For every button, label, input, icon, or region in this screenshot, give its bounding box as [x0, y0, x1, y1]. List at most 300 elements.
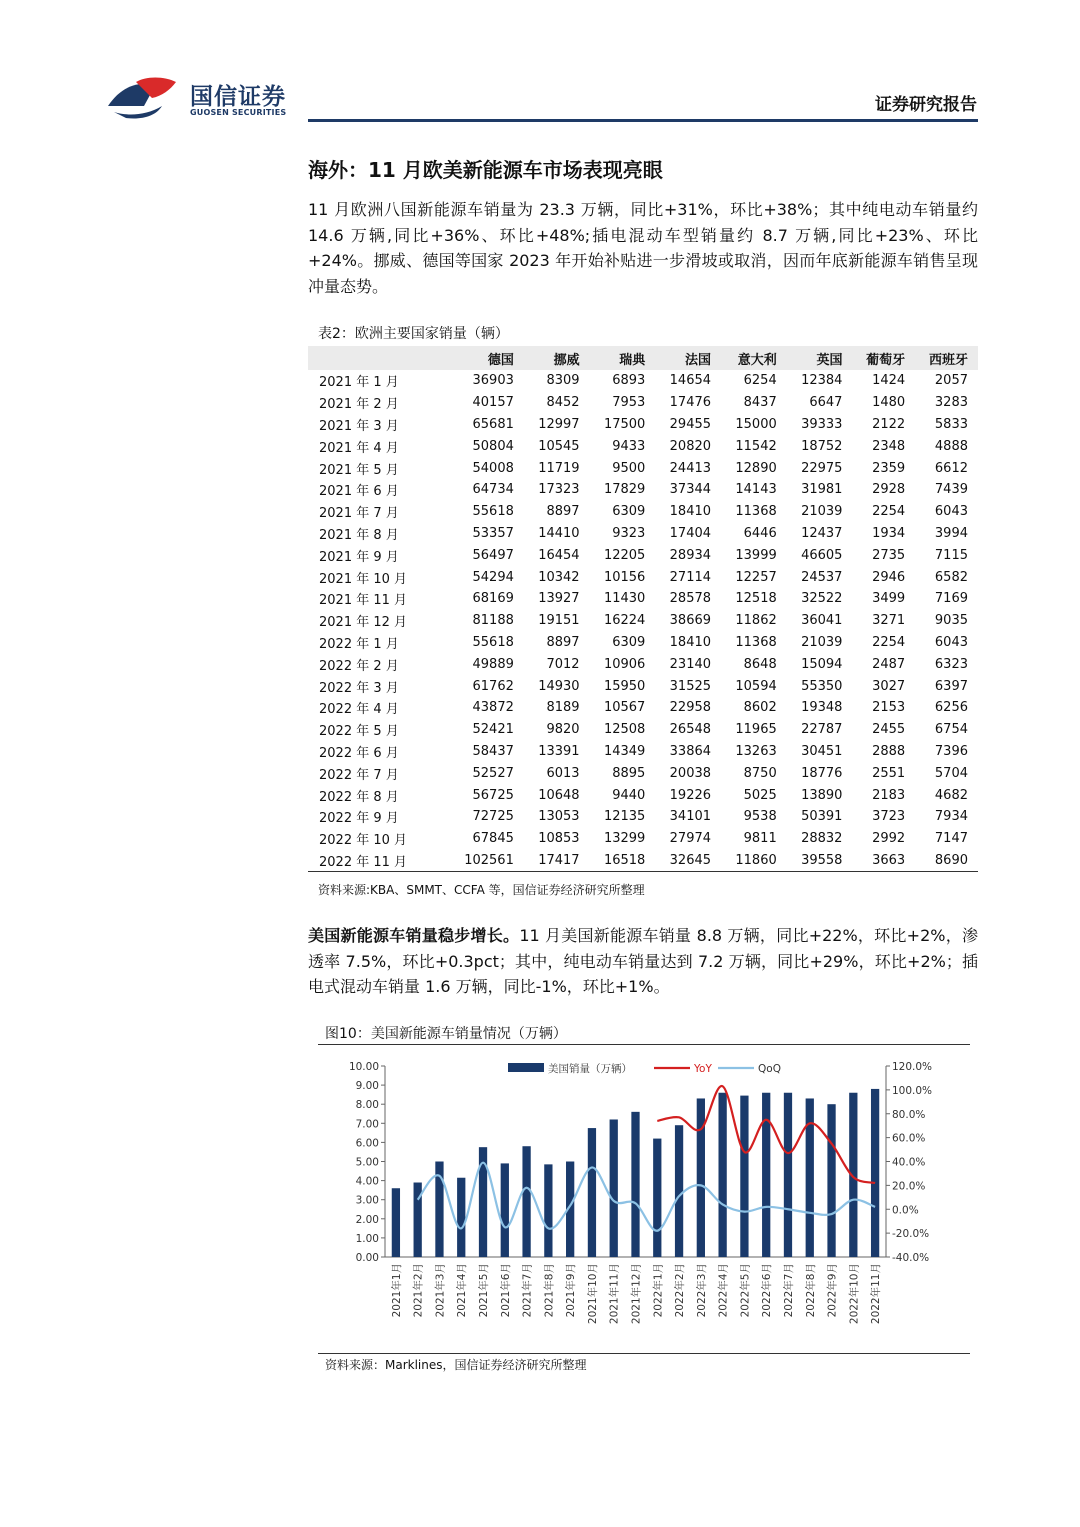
table-row: [308, 719, 978, 741]
table-cell: 9538: [743, 809, 777, 825]
table-cell: 17500: [603, 416, 646, 432]
table-cell: 49889: [472, 656, 514, 672]
left-axis-tick-label: 10.00: [348, 1061, 379, 1073]
table-cell: 36903: [472, 373, 514, 389]
figure-source-note: 资料来源：Marklines，国信证券经济研究所整理: [325, 1358, 587, 1372]
table-cell: 2359: [872, 460, 906, 476]
legend-label-qoq: QoQ: [758, 1063, 781, 1075]
left-axis-tick-label: 2.00: [355, 1213, 379, 1226]
table-cell: 10567: [603, 700, 646, 716]
table-cell: 8189: [546, 700, 580, 716]
row-month-label: 2021 年 3 月: [319, 418, 399, 434]
table-cell: 6893: [612, 373, 646, 389]
table-cell: 13999: [735, 547, 777, 563]
bar-us-sales: [718, 1093, 726, 1257]
table-cell: 6323: [934, 656, 968, 672]
table-header-cell: 葡萄牙: [852, 346, 915, 370]
table-cell: 55618: [472, 634, 514, 650]
row-month-label: 2022 年 8 月: [319, 789, 399, 805]
right-axis-tick-label: 120.0%: [892, 1061, 933, 1073]
table-cell: 29455: [669, 416, 712, 432]
left-axis-tick-label: 5.00: [355, 1156, 379, 1169]
x-axis-tick-label: 2021年7月: [521, 1263, 534, 1318]
table-cell: 23140: [669, 656, 712, 672]
row-month-label: 2022 年 1 月: [319, 636, 399, 652]
table-row: [308, 544, 978, 566]
table-cell: 7147: [934, 831, 968, 847]
table-cell: 38669: [669, 613, 712, 629]
table-cell: 17404: [669, 525, 712, 541]
x-axis-tick-label: 2021年10月: [586, 1263, 599, 1325]
table-cell: 10156: [603, 569, 646, 585]
table-cell: 24537: [801, 569, 843, 585]
table-cell: 13890: [801, 787, 843, 803]
right-axis-tick-label: 60.0%: [892, 1132, 926, 1145]
table-cell: 14654: [669, 373, 712, 389]
bar-us-sales: [762, 1093, 770, 1257]
table-cell: 27974: [669, 831, 712, 847]
table-cell: 2122: [872, 416, 906, 432]
table-cell: 18410: [669, 634, 712, 650]
table-cell: 1934: [872, 525, 906, 541]
table-cell: 7169: [934, 591, 968, 607]
bar-us-sales: [653, 1139, 661, 1257]
table-header-cell: 德国: [448, 346, 524, 370]
table-cell: 54008: [472, 460, 514, 476]
paragraph-usa-body: 11 月美国新能源车销量 8.8 万辆，同比+22%，环比+2%，渗透率 7.5%，环比+0.3pct；其中，纯电动车销量达到 7.2 万辆，同比+29%，环比+2%；插电式混动车销量 1.6 万辆，同比-1%，环比+1%。: [308, 926, 978, 996]
table-cell: 22787: [801, 722, 843, 738]
table-cell: 55618: [472, 504, 514, 520]
bar-us-sales: [675, 1125, 683, 1257]
table-cell: 43872: [472, 700, 514, 716]
table-cell: 67845: [472, 831, 514, 847]
row-month-label: 2021 年 5 月: [319, 462, 399, 478]
table-cell: 11860: [721, 850, 787, 872]
left-axis-tick-label: 6.00: [355, 1137, 379, 1150]
table-cell: 54294: [472, 569, 514, 585]
table-source-note: 资料来源:KBA、SMMT、CCFA 等，国信证券经济研究所整理: [318, 883, 645, 897]
table-cell: 2183: [872, 787, 906, 803]
table-cell: 56497: [472, 547, 514, 563]
table-cell: 21039: [801, 504, 843, 520]
table-cell: 8437: [743, 395, 777, 411]
right-axis-tick-label: 20.0%: [892, 1180, 926, 1193]
table-cell: 6309: [612, 634, 646, 650]
table-cell: 3994: [934, 525, 968, 541]
row-month-label: 2022 年 6 月: [319, 745, 399, 761]
table-row: [308, 697, 978, 719]
table-row: [308, 370, 978, 392]
left-axis-tick-label: 8.00: [355, 1099, 379, 1112]
table-cell: 65681: [472, 416, 514, 432]
table-cell: 20820: [669, 438, 712, 454]
table-cell: 11368: [735, 504, 777, 520]
left-axis-tick-label: 1.00: [355, 1232, 379, 1245]
x-axis-tick-label: 2021年6月: [499, 1263, 512, 1318]
table-cell: 15094: [801, 656, 843, 672]
table-row: [308, 784, 978, 806]
table-row: [308, 632, 978, 654]
table-row: [308, 479, 978, 501]
table-cell: 13299: [603, 831, 646, 847]
table-cell: 2888: [872, 743, 906, 759]
table-cell: 3027: [872, 678, 906, 694]
right-axis-tick-label: 100.0%: [892, 1084, 933, 1097]
x-axis-tick-label: 2021年11月: [608, 1263, 621, 1325]
table-cell: 17323: [538, 482, 580, 498]
table-cell: 3499: [872, 591, 906, 607]
table-cell: 16224: [603, 613, 646, 629]
table-cell: 17417: [524, 850, 590, 872]
table-cell: 11862: [735, 613, 777, 629]
bar-us-sales: [522, 1146, 530, 1257]
x-axis-tick-label: 2021年1月: [390, 1263, 403, 1318]
table-cell: 34101: [669, 809, 712, 825]
row-month-label: 2022 年 7 月: [319, 767, 399, 783]
table-cell: 22958: [669, 700, 712, 716]
row-month-label: 2021 年 7 月: [319, 506, 399, 522]
table-cell: 14930: [538, 678, 580, 694]
table-cell: 8895: [612, 765, 646, 781]
table-header-cell: 挪威: [524, 346, 590, 370]
bar-us-sales: [740, 1096, 748, 1257]
row-month-label: 2021 年 11 月: [319, 593, 408, 609]
table-cell: 27114: [669, 569, 712, 585]
x-axis-tick-label: 2021年8月: [543, 1263, 556, 1318]
table-cell: 31981: [801, 482, 843, 498]
table-cell: 19226: [669, 787, 712, 803]
table-cell: 7953: [612, 395, 646, 411]
table-cell: 2487: [872, 656, 906, 672]
table-cell: 64734: [472, 482, 514, 498]
x-axis-tick-label: 2022年4月: [717, 1263, 730, 1318]
table-cell: 16518: [590, 850, 656, 872]
x-axis-tick-label: 2022年6月: [761, 1263, 774, 1318]
table-cell: 6309: [612, 504, 646, 520]
table-row: [308, 828, 978, 850]
table-row: [308, 414, 978, 436]
table-cell: 33864: [669, 743, 712, 759]
table-cell: 56725: [472, 787, 514, 803]
table-cell: 17476: [669, 395, 712, 411]
table-cell: 9323: [612, 525, 646, 541]
x-axis-tick-label: 2021年9月: [565, 1263, 578, 1318]
table-row: [308, 501, 978, 523]
table-caption: 表2：欧洲主要国家销量（辆）: [318, 326, 509, 342]
header-divider: [308, 119, 978, 122]
x-axis-tick-label: 2022年5月: [739, 1263, 752, 1318]
table-cell: 16454: [538, 547, 580, 563]
bar-us-sales: [544, 1164, 552, 1257]
table-cell: 12508: [603, 722, 646, 738]
table-cell: 15950: [603, 678, 646, 694]
table-cell: 2153: [872, 700, 906, 716]
bar-us-sales: [588, 1128, 596, 1257]
table-cell: 7934: [934, 809, 968, 825]
europe-sales-table: [308, 346, 978, 872]
table-cell: 6043: [934, 634, 968, 650]
table-row: [308, 653, 978, 675]
table-cell: 52527: [472, 765, 514, 781]
figure-top-rule: [318, 1044, 970, 1045]
table-cell: 3283: [934, 395, 968, 411]
table-cell: 3723: [872, 809, 906, 825]
table-cell: 4682: [934, 787, 968, 803]
right-axis-tick-label: 0.0%: [892, 1204, 919, 1217]
table-cell: 2455: [872, 722, 906, 738]
bar-us-sales: [871, 1089, 879, 1257]
page-header: [0, 0, 1080, 130]
table-row: [308, 610, 978, 632]
paragraph-europe: 11 月欧洲八国新能源车销量为 23.3 万辆，同比+31%，环比+38%；其中纯电动车销量约 14.6 万辆,同比+36%、环比+48%;插电混动车型销量约 8.7 万辆,同比+23%、环比+24%。挪威、德国等国家 2023 年开始补贴进一步滑坡或取消，因而年底新能源车销售呈现冲量态势。: [308, 200, 978, 296]
table-cell: 12257: [735, 569, 777, 585]
row-month-label: 2021 年 12 月: [319, 615, 408, 631]
table-body: [308, 370, 978, 872]
paragraph-usa: [308, 923, 978, 1000]
company-logo: [106, 76, 296, 126]
table-row: [308, 762, 978, 784]
row-month-label: 2021 年 9 月: [319, 549, 399, 565]
table-cell: 21039: [801, 634, 843, 650]
bar-us-sales: [697, 1098, 705, 1257]
table-cell: 22975: [801, 460, 843, 476]
table-header-cell: 英国: [787, 346, 853, 370]
table-header-blank: [308, 346, 448, 370]
bar-us-sales: [631, 1112, 639, 1257]
table-row: [308, 435, 978, 457]
table-cell: 37344: [669, 482, 712, 498]
report-type-label: 证券研究报告: [875, 95, 977, 115]
table-cell: 8648: [743, 656, 777, 672]
legend-label-yoy: YoY: [694, 1063, 712, 1075]
table-cell: 39558: [787, 850, 853, 872]
table-cell: 17829: [603, 482, 646, 498]
table-cell: 8602: [743, 700, 777, 716]
table-cell: 2254: [872, 634, 906, 650]
table-cell: 5704: [934, 765, 968, 781]
table-row: [308, 457, 978, 479]
table-cell: 50391: [801, 809, 843, 825]
table-cell: 7012: [546, 656, 580, 672]
table-cell: 11368: [735, 634, 777, 650]
table-cell: 2348: [872, 438, 906, 454]
x-axis-tick-label: 2021年3月: [434, 1263, 447, 1318]
row-month-label: 2022 年 4 月: [319, 702, 399, 718]
table-row: [308, 588, 978, 610]
table-cell: 32522: [801, 591, 843, 607]
table-cell: 52421: [472, 722, 514, 738]
row-month-label: 2022 年 2 月: [319, 658, 399, 674]
table-cell: 12205: [603, 547, 646, 563]
table-row: [308, 850, 978, 872]
x-axis-tick-label: 2021年5月: [478, 1263, 491, 1318]
table-cell: 6754: [934, 722, 968, 738]
table-cell: 11542: [735, 438, 777, 454]
table-cell: 50804: [472, 438, 514, 454]
table-cell: 12518: [735, 591, 777, 607]
table-cell: 14349: [603, 743, 646, 759]
table-row: [308, 566, 978, 588]
x-axis-tick-label: 2022年7月: [782, 1263, 795, 1318]
table-cell: 8897: [546, 504, 580, 520]
table-cell: 8309: [546, 373, 580, 389]
table-cell: 13263: [735, 743, 777, 759]
row-month-label: 2021 年 1 月: [319, 375, 399, 391]
left-axis-tick-label: 4.00: [355, 1175, 379, 1188]
x-axis-tick-label: 2022年11月: [870, 1263, 883, 1325]
table-cell: 3271: [872, 613, 906, 629]
table-cell: 6612: [934, 460, 968, 476]
table-cell: 39333: [801, 416, 843, 432]
row-month-label: 2022 年 9 月: [319, 811, 399, 827]
table-cell: 19151: [538, 613, 580, 629]
row-month-label: 2021 年 8 月: [319, 527, 399, 543]
us-sales-chart: [318, 1046, 970, 1352]
table-header-cell: 意大利: [721, 346, 787, 370]
table-cell: 7439: [934, 482, 968, 498]
table-cell: 28934: [669, 547, 712, 563]
table-cell: 12437: [801, 525, 843, 541]
legend-label-bar: 美国销量（万辆）: [548, 1063, 632, 1075]
table-cell: 14410: [538, 525, 580, 541]
table-cell: 18752: [801, 438, 843, 454]
left-axis-tick-label: 7.00: [355, 1118, 379, 1131]
table-cell: 46605: [801, 547, 843, 563]
x-axis-tick-label: 2022年9月: [826, 1263, 839, 1318]
table-cell: 15000: [735, 416, 777, 432]
table-cell: 11965: [735, 722, 777, 738]
right-axis-tick-label: -40.0%: [892, 1252, 930, 1264]
bar-us-sales: [827, 1104, 835, 1257]
table-cell: 14143: [735, 482, 777, 498]
table-cell: 3663: [852, 850, 915, 872]
table-cell: 13053: [538, 809, 580, 825]
table-cell: 55350: [801, 678, 843, 694]
paragraph-usa-lead: 美国新能源车销量稳步增长。: [308, 926, 520, 945]
figure-caption: 图10：美国新能源车销量情况（万辆）: [325, 1026, 567, 1042]
table-cell: 12997: [538, 416, 580, 432]
table-cell: 36041: [801, 613, 843, 629]
x-axis-tick-label: 2022年10月: [848, 1263, 861, 1325]
table-row: [308, 523, 978, 545]
table-cell: 12890: [735, 460, 777, 476]
table-cell: 2551: [872, 765, 906, 781]
section-title: 海外：11 月欧美新能源车市场表现亮眼: [308, 158, 663, 182]
left-axis-tick-label: 3.00: [355, 1194, 379, 1207]
table-cell: 8897: [546, 634, 580, 650]
table-cell: 58437: [472, 743, 514, 759]
table-cell: 6446: [743, 525, 777, 541]
table-cell: 24413: [669, 460, 712, 476]
table-cell: 2254: [872, 504, 906, 520]
x-axis-tick-label: 2022年2月: [674, 1263, 687, 1318]
table-cell: 10648: [538, 787, 580, 803]
table-cell: 13391: [538, 743, 580, 759]
x-axis-tick-label: 2022年3月: [695, 1263, 708, 1318]
row-month-label: 2021 年 6 月: [319, 484, 399, 500]
table-cell: 10853: [538, 831, 580, 847]
x-axis-tick-label: 2021年12月: [630, 1263, 643, 1325]
table-cell: 9035: [934, 613, 968, 629]
table-cell: 11719: [538, 460, 580, 476]
table-row: [308, 392, 978, 414]
figure-bottom-rule: [318, 1353, 970, 1354]
table-cell: 11430: [603, 591, 646, 607]
table-cell: 81188: [472, 613, 514, 629]
right-axis-tick-label: 40.0%: [892, 1156, 926, 1169]
table-cell: 31525: [669, 678, 712, 694]
table-cell: 102561: [448, 850, 524, 872]
table-cell: 8690: [915, 850, 978, 872]
table-cell: 8452: [546, 395, 580, 411]
left-axis-tick-label: 0.00: [355, 1252, 379, 1264]
table-cell: 2735: [872, 547, 906, 563]
table-cell: 20038: [669, 765, 712, 781]
bar-us-sales: [392, 1188, 400, 1257]
table-header-cell: 法国: [655, 346, 721, 370]
row-month-label: 2022 年 11 月: [308, 850, 448, 872]
table-cell: 40157: [472, 395, 514, 411]
table-cell: 28578: [669, 591, 712, 607]
x-axis-tick-label: 2022年1月: [652, 1263, 665, 1318]
table-cell: 1480: [872, 395, 906, 411]
table-cell: 2992: [872, 831, 906, 847]
table-cell: 68169: [472, 591, 514, 607]
table-cell: 6397: [934, 678, 968, 694]
table-header-cell: 西班牙: [915, 346, 978, 370]
logo-text-cn: 国信证券: [190, 84, 286, 110]
table-cell: 2057: [934, 373, 968, 389]
table-cell: 28832: [801, 831, 843, 847]
bar-us-sales: [784, 1093, 792, 1257]
table-cell: 72725: [472, 809, 514, 825]
row-month-label: 2021 年 2 月: [319, 397, 399, 413]
table-cell: 9500: [612, 460, 646, 476]
row-month-label: 2022 年 3 月: [319, 680, 399, 696]
table-cell: 53357: [472, 525, 514, 541]
table-cell: 1424: [872, 373, 906, 389]
right-axis-tick-label: 80.0%: [892, 1108, 926, 1121]
table-cell: 13927: [538, 591, 580, 607]
table-cell: 18410: [669, 504, 712, 520]
table-cell: 7396: [934, 743, 968, 759]
table-cell: 7115: [934, 547, 968, 563]
row-month-label: 2022 年 10 月: [319, 833, 408, 849]
row-month-label: 2022 年 5 月: [319, 724, 399, 740]
table-cell: 6013: [546, 765, 580, 781]
bar-us-sales: [501, 1163, 509, 1257]
table-cell: 10545: [538, 438, 580, 454]
table-row: [308, 741, 978, 763]
table-cell: 2928: [872, 482, 906, 498]
table-cell: 5833: [934, 416, 968, 432]
legend-swatch-bar: [508, 1063, 544, 1072]
table-cell: 12135: [603, 809, 646, 825]
bar-us-sales: [457, 1178, 465, 1257]
table-cell: 5025: [743, 787, 777, 803]
logo-text-en: GUOSEN SECURITIES: [190, 108, 287, 117]
row-month-label: 2021 年 4 月: [319, 440, 399, 456]
x-axis-tick-label: 2022年8月: [804, 1263, 817, 1318]
table-cell: 2946: [872, 569, 906, 585]
table-cell: 6256: [934, 700, 968, 716]
table-cell: 9440: [612, 787, 646, 803]
row-month-label: 2021 年 10 月: [319, 571, 408, 587]
table-cell: 10906: [603, 656, 646, 672]
table-cell: 9820: [546, 722, 580, 738]
table-header-row: [308, 346, 978, 370]
table-cell: 6582: [934, 569, 968, 585]
